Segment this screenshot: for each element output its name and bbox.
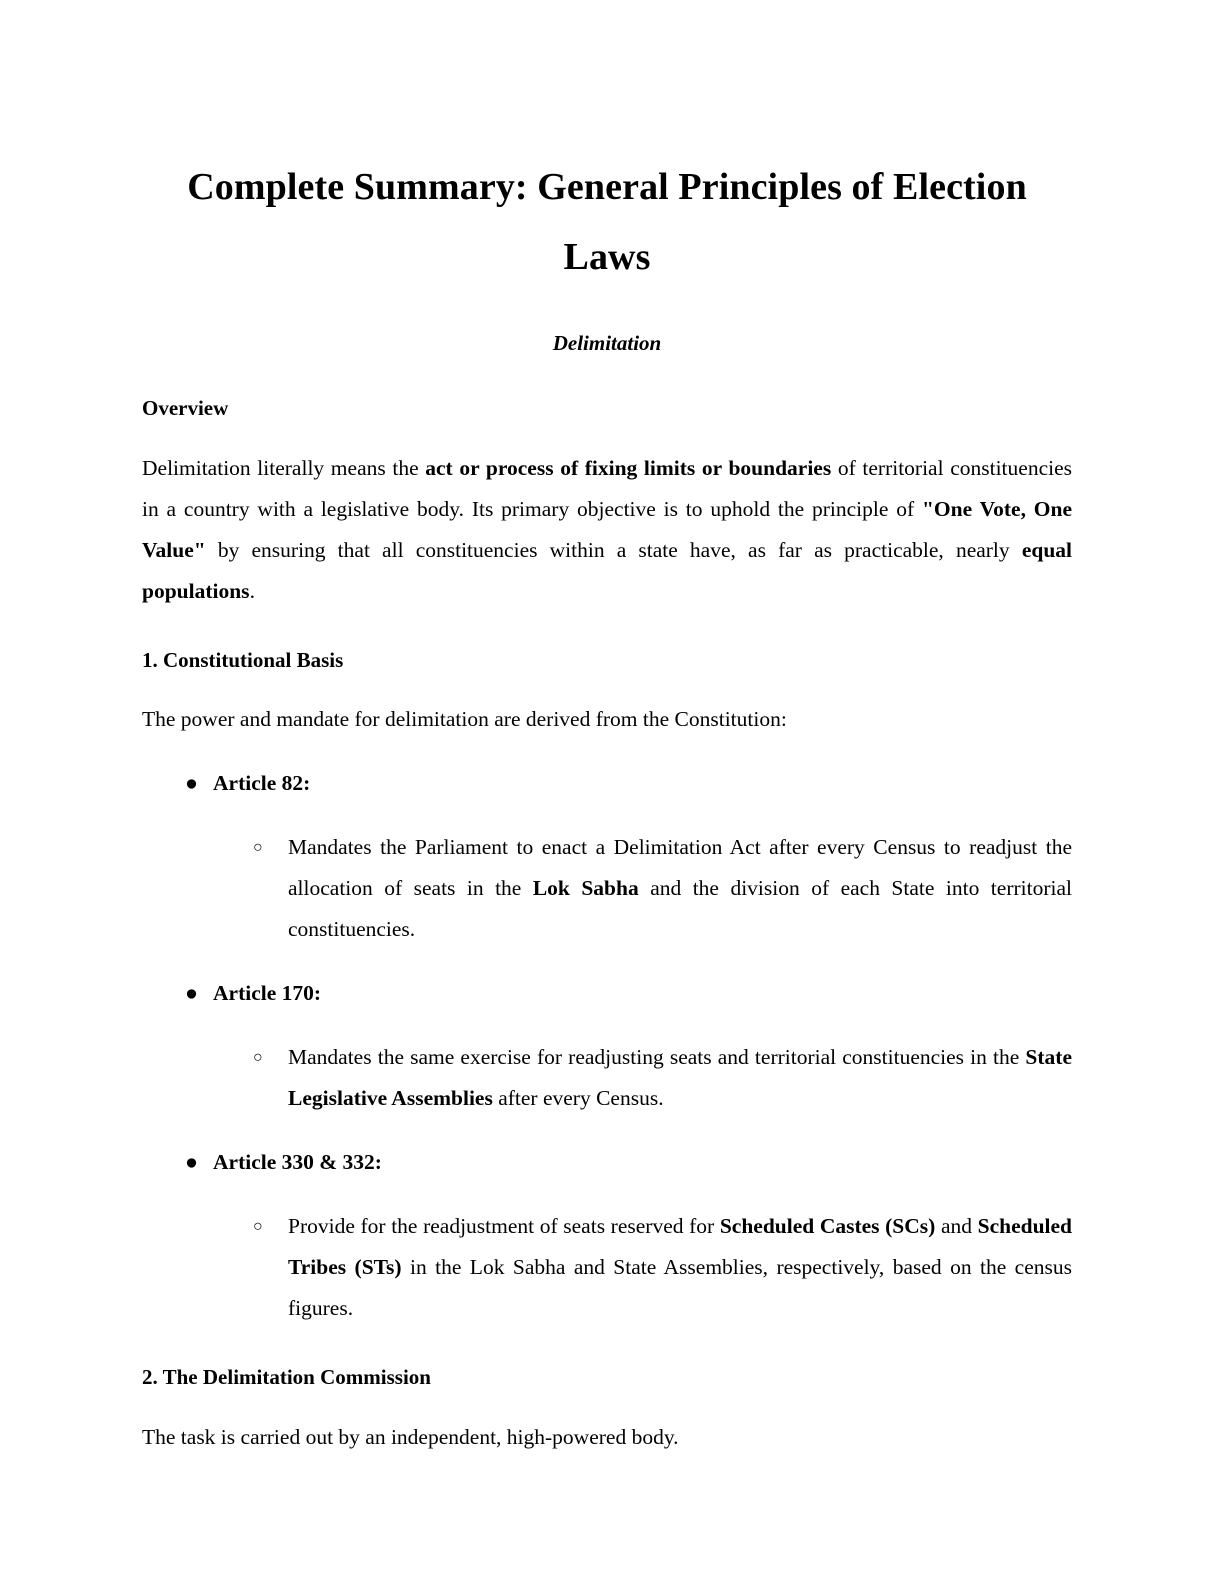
sub-text-2: and the division of each State into territorial constituencies. — [288, 876, 1072, 942]
sub-list — [213, 1183, 1072, 1329]
section-heading-constitutional-basis: 1. Constitutional Basis — [142, 647, 344, 672]
sub-text-2: after every Census. — [492, 1086, 664, 1111]
sub-list-item-text — [288, 1037, 1072, 1119]
bullet-disc-icon: ● — [185, 981, 198, 1006]
overview-bold-2: "One Vote, One Value" — [142, 496, 1072, 562]
sub-text-1: Mandates the same exercise for readjusting seats and territorial constituencies in the — [288, 1045, 1026, 1070]
constitutional-basis-intro: The power and mandate for delimitation are derived from the Constitution: — [142, 707, 787, 732]
list-item-label: Article 170: — [213, 981, 322, 1006]
overview-text-2: of territorial constituencies in a country with a legislative body. Its primary objective is to uphold the principle of — [142, 455, 1073, 521]
constitutional-basis-list — [142, 740, 1072, 1329]
overview-bold-1: act or process of fixing limits or boundaries — [425, 455, 832, 480]
bullet-disc-icon: ● — [185, 1150, 198, 1175]
bullet-circle-icon: ○ — [253, 1049, 263, 1067]
sub-text-3: in the Lok Sabha and State Assemblies, respectively, based on the census figures. — [288, 1255, 1072, 1321]
section-heading-delimitation-commission: 2. The Delimitation Commission — [142, 1365, 431, 1390]
list-item-label: Article 330 & 332: — [213, 1150, 382, 1175]
page-title: Complete Summary: General Principles of Election Laws — [187, 166, 1027, 279]
sub-bold-2: Scheduled Tribes (STs) — [288, 1214, 1072, 1280]
list-item — [142, 740, 1072, 950]
sub-text-1: Mandates the Parliament to enact a Delimitation Act after every Census to readjust the allocation of seats in the — [288, 835, 1072, 901]
delimitation-commission-intro: The task is carried out by an independent, high-powered body. — [142, 1424, 679, 1449]
bullet-disc-icon: ● — [185, 771, 198, 796]
sub-list-item — [213, 1014, 1072, 1119]
sub-list-item-text — [288, 1206, 1072, 1329]
overview-text-1: Delimitation literally means the — [142, 455, 426, 480]
document-content — [142, 0, 1072, 1458]
list-item-label: Article 82: — [213, 771, 311, 796]
overview-paragraph — [142, 425, 1072, 612]
overview-text-3: by ensuring that all constituencies within a state have, as far as practicable, nearly — [205, 537, 1022, 562]
sub-bold-1: Lok Sabha — [532, 876, 639, 901]
overview-bold-3: equal populations — [142, 537, 1072, 603]
overview-text-4: . — [249, 578, 255, 603]
sub-text-2: and — [935, 1214, 978, 1239]
sub-list-item — [213, 1183, 1072, 1329]
bullet-circle-icon: ○ — [253, 839, 263, 857]
sub-list — [213, 804, 1072, 950]
sub-list — [213, 1014, 1072, 1119]
list-item — [142, 950, 1072, 1119]
sub-text-1: Provide for the readjustment of seats reserved for — [288, 1214, 720, 1239]
document-subtitle: Delimitation — [552, 330, 662, 355]
section-heading-overview: Overview — [142, 396, 229, 421]
sub-bold-1: Scheduled Castes (SCs) — [719, 1214, 936, 1239]
sub-bold-1: State Legislative Assemblies — [288, 1045, 1072, 1111]
sub-list-item — [213, 804, 1072, 950]
list-item — [142, 1119, 1072, 1329]
bullet-circle-icon: ○ — [253, 1218, 263, 1236]
sub-list-item-text — [288, 827, 1072, 950]
